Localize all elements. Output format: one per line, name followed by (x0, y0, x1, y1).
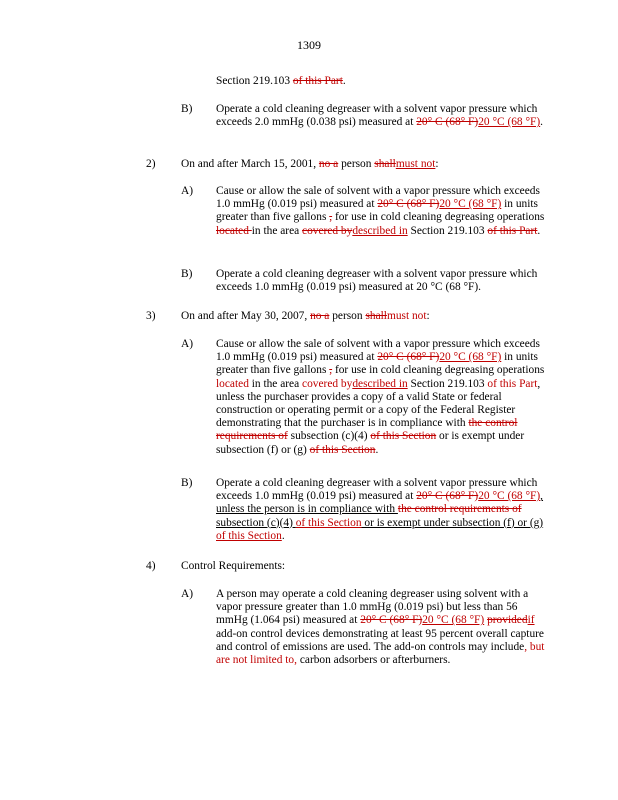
text-run: in units greater than five gallons (216, 198, 538, 224)
inserted-text: of this Section (216, 529, 282, 542)
text-run: for use in cold cleaning degreasing operations (332, 364, 545, 377)
revised-text: must not (386, 310, 427, 322)
deleted-text: covered by (302, 224, 353, 237)
text-run: in the area (248, 377, 303, 390)
text-run: On and after May 30, 2007, (181, 310, 311, 322)
text-run: . (537, 224, 541, 237)
revised-text: located (216, 377, 249, 390)
deleted-text: of this Part (292, 75, 343, 87)
inserted-text: if (527, 614, 535, 627)
deleted-text: provided (487, 614, 528, 627)
paragraph-2A (216, 185, 548, 238)
deleted-text: no a (318, 158, 339, 170)
item-label: A) (181, 338, 194, 350)
paragraph-2B (216, 268, 548, 294)
revised-text: covered by (302, 377, 353, 390)
text-run: Cause or allow the sale of solvent with a vapor pressure which exceeds 1.0 mmHg (0.019 psi) measured at (216, 338, 540, 364)
page-number: 1309 (297, 38, 321, 52)
deleted-text: , (329, 211, 333, 224)
underlined-text: , unless the person is in compliance with (216, 490, 544, 516)
revised-text: of this Part (487, 377, 538, 390)
underlined-text: subsection (c)(4) (216, 516, 296, 529)
item-label: 4) (146, 560, 156, 572)
text-run: in units greater than five gallons (216, 351, 538, 377)
inserted-text: 20 °C (68 °F) (478, 116, 541, 129)
text-run: carbon adsorbers or afterburners. (296, 654, 451, 667)
text-run: Cause or allow the sale of solvent with a vapor pressure which exceeds 1.0 mmHg (0.019 psi) measured at (216, 185, 540, 211)
text-run: subsection (c)(4) (287, 430, 371, 443)
item-label: B) (181, 268, 193, 280)
text-run: Section 219.103 (407, 224, 488, 237)
deleted-text: of this Section (370, 430, 437, 443)
item-label: 3) (146, 310, 156, 322)
deleted-text: located (216, 224, 252, 237)
paragraph-2 (181, 158, 561, 171)
deleted-text: the control requirements of (397, 503, 522, 516)
text-run: person (329, 310, 366, 322)
text-run: add-on control devices demonstrating at least 95 percent overall capture and control of emissions are used. The add-on controls may include (216, 627, 544, 653)
deleted-text: no a (310, 310, 330, 322)
inserted-text: 20 °C (68 °F) (439, 198, 502, 211)
inserted-text: 20 °C (68 °F) (439, 351, 502, 364)
inserted-text: described in (352, 224, 408, 237)
text-run: for use in cold cleaning degreasing operations (332, 211, 545, 224)
text-run: Operate a cold cleaning degreaser with a solvent vapor pressure which exceeds 1.0 mmHg (0.019 psi) measured at 20 °C (68 °F). (216, 268, 538, 294)
inserted-text: of this Section (295, 516, 362, 529)
deleted-text: shall (374, 158, 396, 170)
text-run: , unless the purchaser provides a copy of a valid State or federal construction or operating permit or a copy of the Federal Register demonstrating that the purchaser is in compliance with (216, 377, 541, 430)
deleted-text: of this Section (309, 443, 376, 456)
paragraph-3B (216, 477, 548, 543)
deleted-text: 20° C (68° F) (377, 351, 440, 364)
text-run: . (540, 116, 544, 129)
text-run: On and after March 15, 2001, (181, 158, 319, 170)
revised-text: , but are not limited to, (216, 640, 545, 667)
text-run: A person may operate a cold cleaning degreaser using solvent with a vapor pressure greater than 1.0 mmHg (0.019 psi) but less than 56 mmHg (1.064 psi) measured at (216, 588, 529, 627)
text-run: Section 219.103 (216, 75, 293, 87)
deleted-text: the control requirements of (216, 417, 518, 443)
text-run: person (338, 158, 375, 170)
deleted-text: shall (365, 310, 387, 322)
item-label: 2) (146, 158, 156, 170)
section-reference-line (216, 75, 546, 88)
text-run: Operate a cold cleaning degreaser with a solvent vapor pressure which exceeds 2.0 mmHg (0.038 psi) measured at (216, 103, 538, 129)
inserted-text: 20 °C (68 °F) (422, 614, 485, 627)
text-run: Control Requirements: (181, 560, 286, 572)
inserted-text: described in (352, 377, 408, 390)
deleted-text: 20° C (68° F) (377, 198, 440, 211)
paragraph-4 (181, 560, 561, 573)
deleted-text: 20° C (68° F) (416, 116, 479, 129)
deleted-text: , (329, 364, 333, 377)
text-run: : (426, 310, 430, 322)
text-run: : (435, 158, 439, 170)
text-run: or is exempt under subsection (f) or (g) (216, 430, 525, 456)
deleted-text: 20° C (68° F) (360, 614, 423, 627)
text-run: Section 219.103 (407, 377, 488, 390)
inserted-text: must not (395, 158, 436, 170)
text-run: . (281, 529, 285, 542)
deleted-text: 20° C (68° F) (416, 490, 479, 503)
paragraph-1B (216, 103, 548, 129)
inserted-text: 20 °C (68 °F) (478, 490, 541, 503)
text-run: . (375, 443, 379, 456)
underlined-text: or is exempt under subsection (f) or (g) (361, 516, 544, 529)
text-run: . (342, 75, 346, 87)
item-label: A) (181, 185, 194, 197)
deleted-text: of this Part (487, 224, 538, 237)
paragraph-3A (216, 338, 548, 457)
paragraph-3 (181, 310, 561, 323)
item-label: A) (181, 588, 194, 600)
item-label: B) (181, 477, 193, 489)
paragraph-4A (216, 588, 548, 667)
item-label: B) (181, 103, 193, 115)
text-run: in the area (251, 224, 303, 237)
text-run: Operate a cold cleaning degreaser with a solvent vapor pressure which exceeds 1.0 mmHg (0.019 psi) measured at (216, 477, 538, 503)
